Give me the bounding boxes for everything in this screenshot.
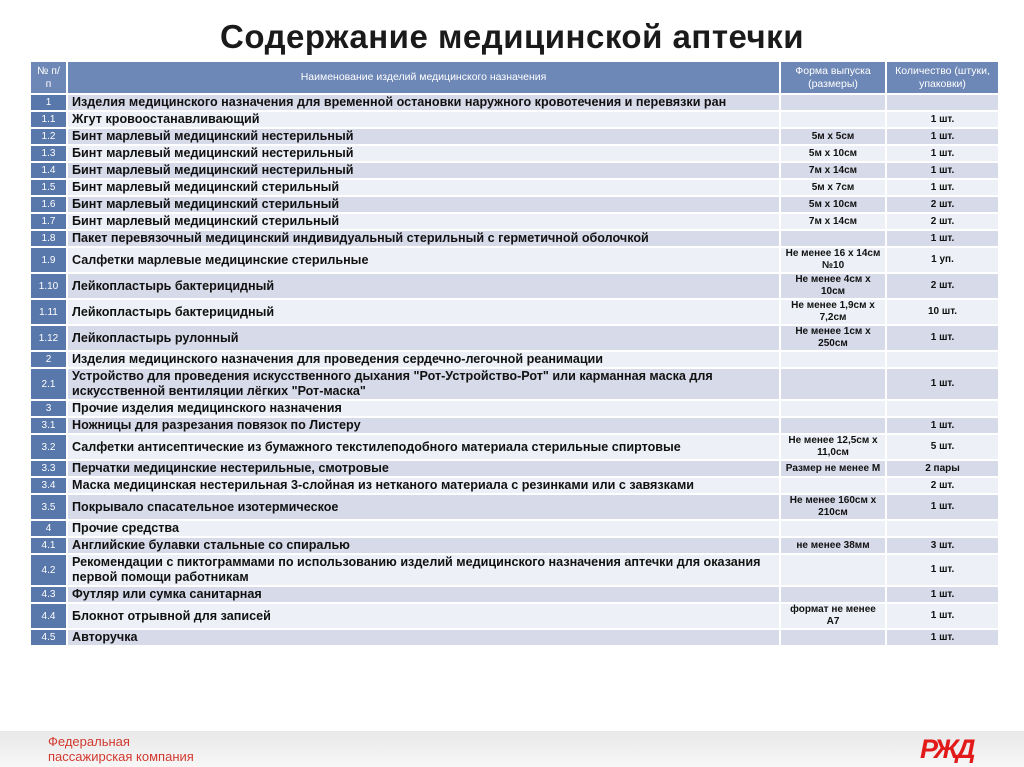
- row-qty: 1 шт.: [886, 179, 999, 196]
- row-name: Пакет перевязочный медицинский индивидуальный стерильный с герметичной оболочкой: [67, 230, 780, 247]
- row-name: Лейкопластырь рулонный: [67, 325, 780, 351]
- row-name: Покрывало спасательное изотермическое: [67, 494, 780, 520]
- row-num: 1.6: [30, 196, 67, 213]
- row-num: 1.9: [30, 247, 67, 273]
- row-form: Не менее 1см х 250см: [780, 325, 886, 351]
- table-row: [30, 586, 999, 603]
- row-qty: 1 шт.: [886, 368, 999, 400]
- row-qty: 1 шт.: [886, 554, 999, 586]
- row-form: [780, 477, 886, 494]
- table-row: [30, 494, 999, 520]
- row-form: Не менее 4см х 10см: [780, 273, 886, 299]
- row-name: Устройство для проведения искусственного дыхания "Рот-Устройство-Рот" или карманная маска для искусственной вентиляции лёгких "Рот-маска": [67, 368, 780, 400]
- row-qty: 2 шт.: [886, 213, 999, 230]
- row-form: 5м х 7см: [780, 179, 886, 196]
- row-num: 3: [30, 400, 67, 417]
- row-num: 1.1: [30, 111, 67, 128]
- header-num: № п/п: [30, 61, 67, 94]
- row-name: Изделия медицинского назначения для временной остановки наружного кровотечения и перевязки ран: [67, 94, 780, 111]
- row-num: 3.1: [30, 417, 67, 434]
- row-form: 5м х 10см: [780, 196, 886, 213]
- row-num: 2: [30, 351, 67, 368]
- row-num: 4.3: [30, 586, 67, 603]
- table-row: [30, 351, 999, 368]
- table-row: [30, 434, 999, 460]
- table-row: [30, 368, 999, 400]
- row-form: не менее 38мм: [780, 537, 886, 554]
- company-name: [48, 734, 194, 764]
- row-num: 4.5: [30, 629, 67, 646]
- row-name: Салфетки марлевые медицинские стерильные: [67, 247, 780, 273]
- row-name: Салфетки антисептические из бумажного текстилеподобного материала стерильные спиртовые: [67, 434, 780, 460]
- row-num: 1.11: [30, 299, 67, 325]
- row-qty: 1 шт.: [886, 162, 999, 179]
- row-num: 3.2: [30, 434, 67, 460]
- row-num: 1.10: [30, 273, 67, 299]
- row-num: 4: [30, 520, 67, 537]
- table-row: [30, 520, 999, 537]
- company-line-1: Федеральная: [48, 734, 130, 749]
- row-num: 1.7: [30, 213, 67, 230]
- row-num: 1: [30, 94, 67, 111]
- row-form: [780, 554, 886, 586]
- row-qty: [886, 400, 999, 417]
- table-row: [30, 213, 999, 230]
- row-form: 7м х 14см: [780, 162, 886, 179]
- row-qty: [886, 351, 999, 368]
- row-name: Бинт марлевый медицинский нестерильный: [67, 128, 780, 145]
- row-form: 5м х 10см: [780, 145, 886, 162]
- row-form: [780, 230, 886, 247]
- row-num: 1.4: [30, 162, 67, 179]
- row-qty: 2 шт.: [886, 273, 999, 299]
- row-qty: 1 шт.: [886, 111, 999, 128]
- header-name: Наименование изделий медицинского назначения: [67, 61, 780, 94]
- row-name: Рекомендации с пиктограммами по использованию изделий медицинского назначения аптечки для оказания первой помощи работникам: [67, 554, 780, 586]
- row-qty: 1 уп.: [886, 247, 999, 273]
- row-name: Бинт марлевый медицинский стерильный: [67, 213, 780, 230]
- row-form: [780, 368, 886, 400]
- table-row: [30, 111, 999, 128]
- row-qty: 1 шт.: [886, 603, 999, 629]
- row-name: Бинт марлевый медицинский стерильный: [67, 179, 780, 196]
- row-name: Прочие средства: [67, 520, 780, 537]
- row-num: 4.2: [30, 554, 67, 586]
- table-row: [30, 460, 999, 477]
- row-form: [780, 417, 886, 434]
- row-name: Блокнот отрывной для записей: [67, 603, 780, 629]
- table-row: [30, 128, 999, 145]
- kit-contents-table: [29, 60, 1000, 647]
- row-qty: 2 шт.: [886, 477, 999, 494]
- table-row: [30, 417, 999, 434]
- row-form: формат не менее А7: [780, 603, 886, 629]
- row-form: [780, 351, 886, 368]
- table-row: [30, 162, 999, 179]
- row-qty: 1 шт.: [886, 325, 999, 351]
- row-name: Жгут кровоостанавливающий: [67, 111, 780, 128]
- table-row: [30, 629, 999, 646]
- table-row: [30, 145, 999, 162]
- row-qty: 3 шт.: [886, 537, 999, 554]
- row-form: [780, 586, 886, 603]
- row-qty: 1 шт.: [886, 586, 999, 603]
- row-qty: 1 шт.: [886, 494, 999, 520]
- row-form: [780, 111, 886, 128]
- row-qty: 1 шт.: [886, 230, 999, 247]
- row-form: 7м х 14см: [780, 213, 886, 230]
- row-form: Размер не менее М: [780, 460, 886, 477]
- row-qty: 1 шт.: [886, 417, 999, 434]
- page-title: Содержание медицинской аптечки: [220, 18, 804, 55]
- row-qty: 1 шт.: [886, 145, 999, 162]
- row-name: Бинт марлевый медицинский стерильный: [67, 196, 780, 213]
- row-name: Прочие изделия медицинского назначения: [67, 400, 780, 417]
- row-form: [780, 94, 886, 111]
- row-name: Изделия медицинского назначения для проведения сердечно-легочной реанимации: [67, 351, 780, 368]
- row-form: 5м х 5см: [780, 128, 886, 145]
- row-num: 1.2: [30, 128, 67, 145]
- row-num: 1.12: [30, 325, 67, 351]
- row-form: [780, 520, 886, 537]
- row-form: [780, 629, 886, 646]
- row-qty: 2 шт.: [886, 196, 999, 213]
- table-header-row: [30, 61, 999, 94]
- row-name: Бинт марлевый медицинский нестерильный: [67, 145, 780, 162]
- row-name: Лейкопластырь бактерицидный: [67, 273, 780, 299]
- row-form: [780, 400, 886, 417]
- table-row: [30, 94, 999, 111]
- row-qty: 2 пары: [886, 460, 999, 477]
- row-form: Не менее 16 х 14см №10: [780, 247, 886, 273]
- table-row: [30, 230, 999, 247]
- row-qty: [886, 94, 999, 111]
- row-name: Лейкопластырь бактерицидный: [67, 299, 780, 325]
- row-num: 4.4: [30, 603, 67, 629]
- table-row: [30, 179, 999, 196]
- row-qty: [886, 520, 999, 537]
- row-form: Не менее 160см х 210см: [780, 494, 886, 520]
- table-row: [30, 247, 999, 273]
- row-name: Бинт марлевый медицинский нестерильный: [67, 162, 780, 179]
- table-row: [30, 537, 999, 554]
- row-form: Не менее 1,9см х 7,2см: [780, 299, 886, 325]
- row-num: 1.8: [30, 230, 67, 247]
- row-num: 2.1: [30, 368, 67, 400]
- table-row: [30, 400, 999, 417]
- svg-text:РЖД: РЖД: [920, 734, 973, 763]
- row-qty: 1 шт.: [886, 128, 999, 145]
- table-row: [30, 603, 999, 629]
- row-qty: 1 шт.: [886, 629, 999, 646]
- row-qty: 10 шт.: [886, 299, 999, 325]
- row-name: Маска медицинская нестерильная 3-слойная из нетканого материала с резинками или с завязками: [67, 477, 780, 494]
- row-num: 3.3: [30, 460, 67, 477]
- row-num: 1.5: [30, 179, 67, 196]
- row-name: Английские булавки стальные со спиралью: [67, 537, 780, 554]
- header-qty: Количество (штуки, упаковки): [886, 61, 999, 94]
- row-num: 3.5: [30, 494, 67, 520]
- rzd-logo-icon: [918, 731, 988, 763]
- row-name: Ножницы для разрезания повязок по Листеру: [67, 417, 780, 434]
- row-num: 1.3: [30, 145, 67, 162]
- row-name: Авторучка: [67, 629, 780, 646]
- row-num: 4.1: [30, 537, 67, 554]
- header-form: Форма выпуска (размеры): [780, 61, 886, 94]
- table-row: [30, 196, 999, 213]
- row-qty: 5 шт.: [886, 434, 999, 460]
- table-row: [30, 325, 999, 351]
- table-row: [30, 477, 999, 494]
- table-row: [30, 554, 999, 586]
- row-form: Не менее 12,5см х 11,0см: [780, 434, 886, 460]
- table-row: [30, 273, 999, 299]
- table-row: [30, 299, 999, 325]
- row-num: 3.4: [30, 477, 67, 494]
- row-name: Перчатки медицинские нестерильные, смотровые: [67, 460, 780, 477]
- company-line-2: пассажирская компания: [48, 749, 194, 764]
- row-name: Футляр или сумка санитарная: [67, 586, 780, 603]
